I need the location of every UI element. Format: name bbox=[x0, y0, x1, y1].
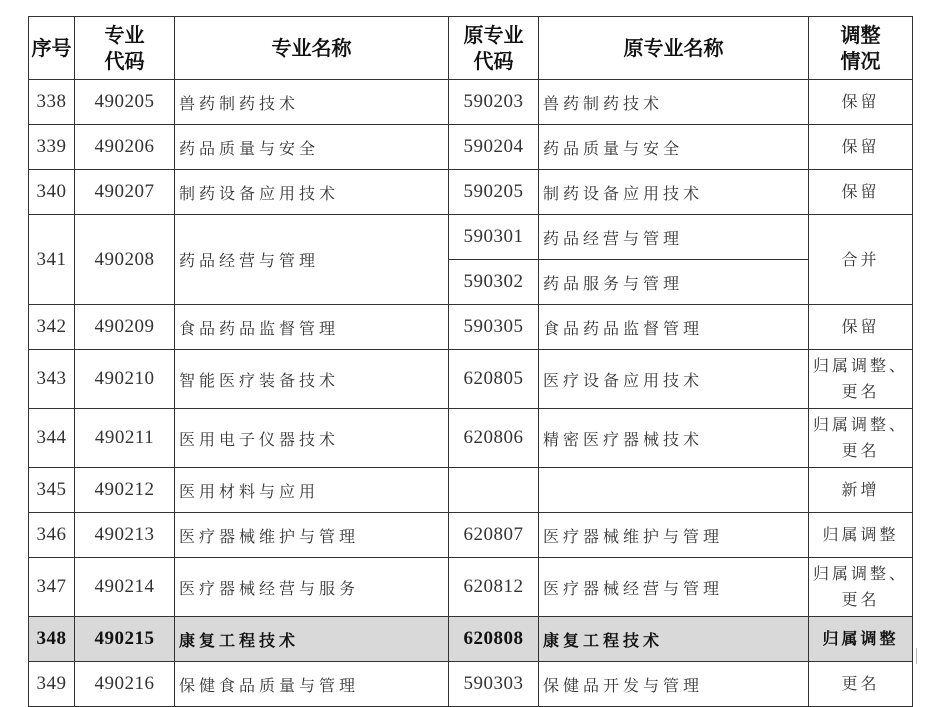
adj-line2: 更名 bbox=[841, 382, 880, 401]
cell-seq: 341 bbox=[29, 215, 75, 305]
cell-adjustment: 保留 bbox=[809, 80, 913, 125]
page-edge-mark bbox=[916, 648, 921, 664]
cell-adjustment: 保留 bbox=[809, 305, 913, 350]
cell-orig-name: 保健品开发与管理 bbox=[539, 662, 809, 707]
adj-line2: 更名 bbox=[841, 590, 880, 609]
adj-line1: 归属调整、 bbox=[812, 564, 908, 583]
cell-orig-name: 药品经营与管理 bbox=[539, 215, 809, 260]
cell-name: 康复工程技术 bbox=[175, 617, 449, 662]
cell-adjustment bbox=[809, 350, 913, 409]
table-row bbox=[29, 350, 913, 409]
cell-code: 490213 bbox=[75, 513, 175, 558]
cell-orig-code: 590305 bbox=[449, 305, 539, 350]
table-row bbox=[29, 558, 913, 617]
cell-code: 490209 bbox=[75, 305, 175, 350]
cell-name: 智能医疗装备技术 bbox=[175, 350, 449, 409]
cell-orig-code: 620806 bbox=[449, 409, 539, 468]
cell-orig-code: 590301 bbox=[449, 215, 539, 260]
cell-orig-code: 620805 bbox=[449, 350, 539, 409]
cell-orig-name: 食品药品监督管理 bbox=[539, 305, 809, 350]
header-orig-code-line1: 原专业 bbox=[463, 23, 524, 47]
cell-orig-code: 590205 bbox=[449, 170, 539, 215]
table-row bbox=[29, 80, 913, 125]
cell-code: 490214 bbox=[75, 558, 175, 617]
cell-orig-code: 590303 bbox=[449, 662, 539, 707]
table-row bbox=[29, 409, 913, 468]
table-row bbox=[29, 305, 913, 350]
header-orig-code-line2: 代码 bbox=[473, 49, 514, 73]
cell-orig-name: 医疗设备应用技术 bbox=[539, 350, 809, 409]
cell-orig-name: 医疗器械维护与管理 bbox=[539, 513, 809, 558]
cell-adjustment: 合并 bbox=[809, 215, 913, 305]
cell-code: 490216 bbox=[75, 662, 175, 707]
cell-seq: 344 bbox=[29, 409, 75, 468]
header-name: 专业名称 bbox=[175, 17, 449, 80]
table-row-highlighted bbox=[29, 617, 913, 662]
cell-adjustment bbox=[809, 409, 913, 468]
cell-orig-name: 药品服务与管理 bbox=[539, 260, 809, 305]
cell-orig-name: 兽药制药技术 bbox=[539, 80, 809, 125]
cell-orig-code: 590302 bbox=[449, 260, 539, 305]
table-row bbox=[29, 125, 913, 170]
cell-seq: 346 bbox=[29, 513, 75, 558]
header-seq: 序号 bbox=[29, 17, 75, 80]
header-orig-name: 原专业名称 bbox=[539, 17, 809, 80]
cell-name: 医疗器械经营与服务 bbox=[175, 558, 449, 617]
cell-adjustment: 归属调整 bbox=[809, 617, 913, 662]
cell-code: 490205 bbox=[75, 80, 175, 125]
cell-seq: 345 bbox=[29, 468, 75, 513]
cell-name: 兽药制药技术 bbox=[175, 80, 449, 125]
cell-name: 药品质量与安全 bbox=[175, 125, 449, 170]
header-orig-code bbox=[449, 17, 539, 80]
cell-adjustment: 保留 bbox=[809, 170, 913, 215]
cell-code: 490206 bbox=[75, 125, 175, 170]
header-adj-line2: 情况 bbox=[840, 49, 881, 73]
cell-adjustment bbox=[809, 558, 913, 617]
cell-orig-code: 620812 bbox=[449, 558, 539, 617]
cell-orig-code: 620808 bbox=[449, 617, 539, 662]
cell-orig-name: 康复工程技术 bbox=[539, 617, 809, 662]
cell-code: 490208 bbox=[75, 215, 175, 305]
cell-name: 医疗器械维护与管理 bbox=[175, 513, 449, 558]
cell-seq: 340 bbox=[29, 170, 75, 215]
cell-code: 490207 bbox=[75, 170, 175, 215]
cell-code: 490211 bbox=[75, 409, 175, 468]
header-adj-line1: 调整 bbox=[840, 23, 881, 47]
cell-seq: 339 bbox=[29, 125, 75, 170]
header-code-line2: 代码 bbox=[104, 49, 145, 73]
table-row bbox=[29, 170, 913, 215]
cell-adjustment: 新增 bbox=[809, 468, 913, 513]
cell-seq: 343 bbox=[29, 350, 75, 409]
cell-name: 医用材料与应用 bbox=[175, 468, 449, 513]
cell-seq: 342 bbox=[29, 305, 75, 350]
cell-code: 490210 bbox=[75, 350, 175, 409]
cell-seq: 348 bbox=[29, 617, 75, 662]
adj-line2: 更名 bbox=[841, 441, 880, 460]
cell-code: 490212 bbox=[75, 468, 175, 513]
cell-code: 490215 bbox=[75, 617, 175, 662]
cell-name: 制药设备应用技术 bbox=[175, 170, 449, 215]
cell-adjustment: 归属调整 bbox=[809, 513, 913, 558]
cell-name: 医用电子仪器技术 bbox=[175, 409, 449, 468]
table-header-row bbox=[29, 17, 913, 80]
cell-orig-code: 620807 bbox=[449, 513, 539, 558]
cell-orig-name: 制药设备应用技术 bbox=[539, 170, 809, 215]
header-adjustment bbox=[809, 17, 913, 80]
table-row bbox=[29, 662, 913, 707]
cell-adjustment: 更名 bbox=[809, 662, 913, 707]
table-row bbox=[29, 215, 913, 260]
cell-adjustment: 保留 bbox=[809, 125, 913, 170]
cell-orig-name: 药品质量与安全 bbox=[539, 125, 809, 170]
header-code bbox=[75, 17, 175, 80]
table-row bbox=[29, 513, 913, 558]
adj-line1: 归属调整、 bbox=[812, 356, 908, 375]
cell-orig-code: 590203 bbox=[449, 80, 539, 125]
page-top-margin bbox=[0, 0, 931, 16]
major-catalog-table bbox=[28, 16, 913, 707]
cell-orig-name bbox=[539, 468, 809, 513]
cell-orig-name: 医疗器械经营与管理 bbox=[539, 558, 809, 617]
cell-seq: 349 bbox=[29, 662, 75, 707]
cell-seq: 347 bbox=[29, 558, 75, 617]
adj-line1: 归属调整、 bbox=[812, 415, 908, 434]
cell-orig-name: 精密医疗器械技术 bbox=[539, 409, 809, 468]
cell-orig-code: 590204 bbox=[449, 125, 539, 170]
table-row bbox=[29, 468, 913, 513]
cell-seq: 338 bbox=[29, 80, 75, 125]
cell-name: 保健食品质量与管理 bbox=[175, 662, 449, 707]
cell-name: 食品药品监督管理 bbox=[175, 305, 449, 350]
cell-orig-code bbox=[449, 468, 539, 513]
cell-name: 药品经营与管理 bbox=[175, 215, 449, 305]
header-code-line1: 专业 bbox=[104, 23, 145, 47]
